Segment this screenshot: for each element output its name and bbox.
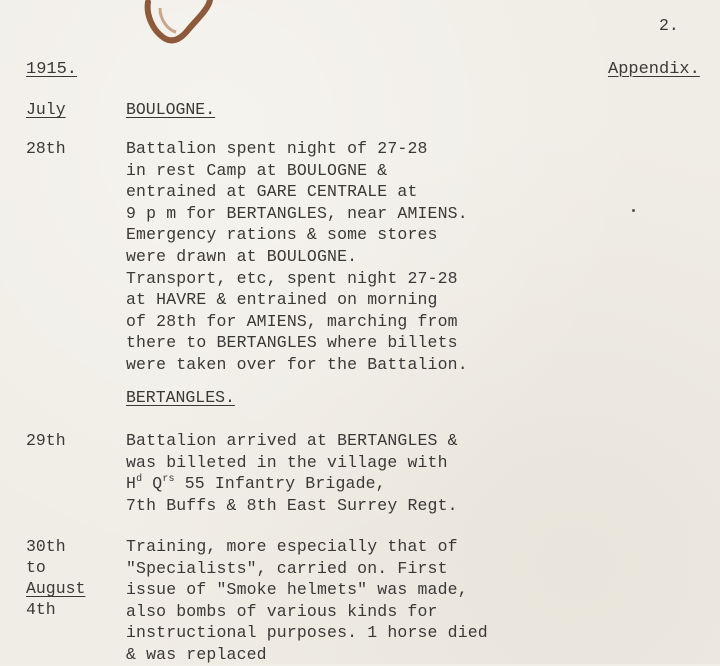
entry-line: there to BERTANGLES where billets: [126, 333, 458, 353]
ink-stain: [138, 0, 218, 50]
place-heading-boulogne: BOULOGNE.: [126, 100, 216, 119]
entry-line: Emergency rations & some stores: [126, 225, 438, 245]
hq-rest: 55 Infantry Brigade,: [174, 474, 386, 494]
hq-d-superscript: d: [136, 474, 143, 486]
date-month: August: [26, 579, 86, 598]
entry-date-30th-to-aug-4th: [26, 536, 85, 620]
month-label: July: [26, 100, 66, 119]
entry-line: instructional purposes. 1 horse died: [126, 623, 488, 643]
entry-line: also bombs of various kinds for: [126, 601, 438, 621]
entry-line: in rest Camp at BOULOGNE &: [126, 160, 388, 180]
entry-text-28th: [126, 138, 468, 376]
entry-line: Transport, etc, spent night 27-28: [126, 268, 458, 288]
hq-q: Q: [142, 474, 163, 494]
entry-line: of 28th for AMIENS, marching from: [126, 311, 458, 331]
entry-line: Battalion arrived at BERTANGLES &: [126, 431, 458, 450]
place-heading-bertangles: BERTANGLES.: [126, 388, 235, 407]
date-to: to: [26, 558, 46, 577]
entry-line: was billeted in the village with: [126, 452, 448, 472]
entry-line: were taken over for the Battalion.: [126, 354, 468, 374]
date-from: 30th: [26, 537, 66, 556]
entry-line: Battalion spent night of 27-28: [126, 139, 428, 158]
entry-line: & was replaced: [126, 644, 267, 664]
entry-line-hq: [126, 473, 458, 495]
entry-line: were drawn at BOULOGNE.: [126, 246, 358, 266]
entry-line: issue of "Smoke helmets" was made,: [126, 580, 468, 600]
entry-line: Training, more especially that of: [126, 537, 458, 556]
entry-line: at HAVRE & entrained on morning: [126, 290, 438, 310]
hq-rs-superscript: rs: [162, 474, 175, 486]
entry-line: "Specialists", carried on. First: [126, 558, 448, 578]
entry-line: entrained at GARE CENTRALE at: [126, 182, 418, 202]
entry-date-28th: 28th: [26, 139, 66, 158]
entry-line: 9 p m for BERTANGLES, near AMIENS.: [126, 203, 468, 223]
hq-h: H: [126, 474, 137, 494]
entry-line: 7th Buffs & 8th East Surrey Regt.: [126, 495, 458, 515]
ink-dot: [632, 209, 635, 212]
date-end: 4th: [26, 600, 56, 619]
page-number: 2.: [659, 16, 679, 35]
entry-date-29th: 29th: [26, 431, 66, 450]
year-heading: 1915.: [26, 60, 78, 79]
appendix-heading: Appendix.: [608, 60, 700, 79]
entry-text-30th: [126, 536, 488, 666]
entry-text-29th: [126, 430, 458, 516]
